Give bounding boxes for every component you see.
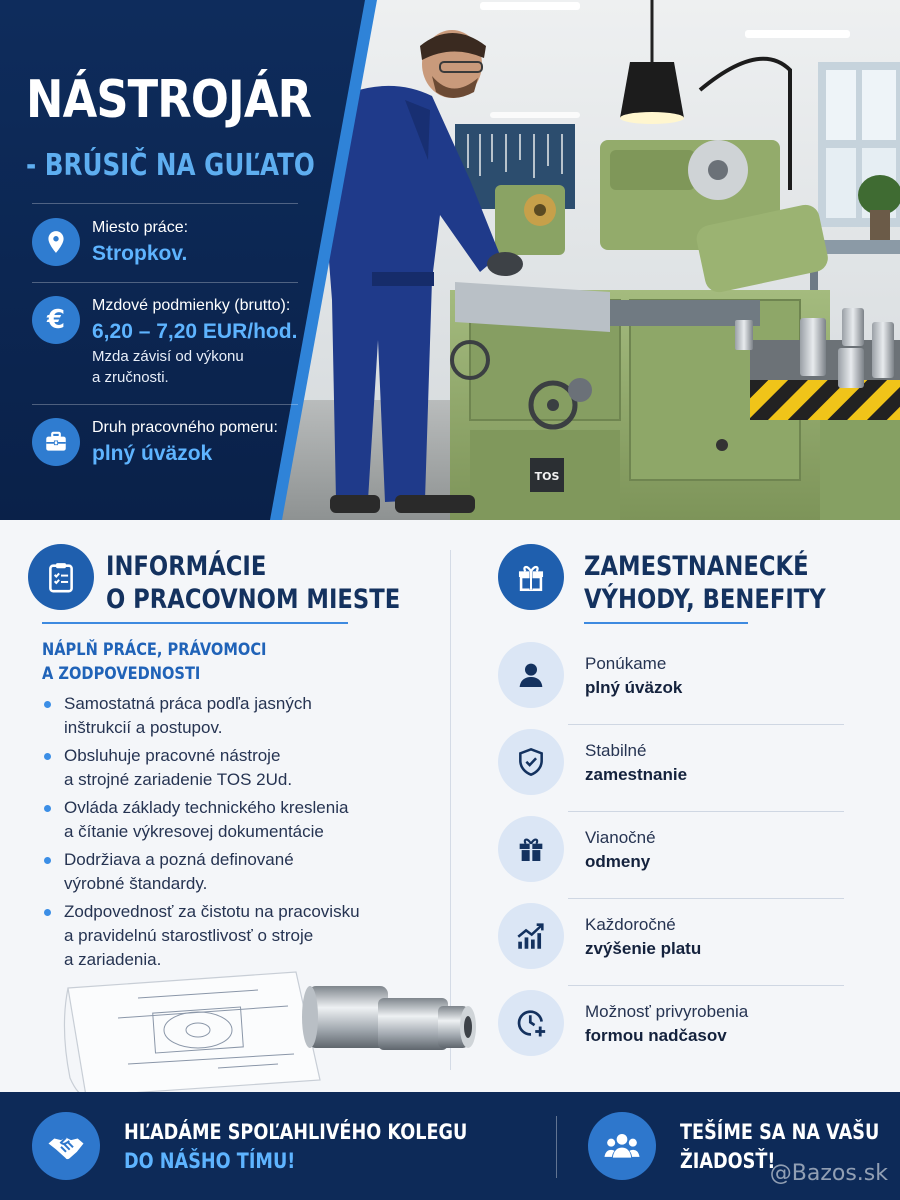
info-salary: [32, 296, 322, 396]
salary-value: 6,20 – 7,20 EUR/hod.: [92, 320, 298, 343]
employment-type-value: plný úväzok: [92, 442, 213, 465]
hero-divider: [32, 404, 298, 405]
gift-icon: [498, 544, 564, 610]
growth-chart-icon: [498, 903, 564, 969]
technical-drawing-illustration: [58, 968, 488, 1098]
handshake-icon: [32, 1112, 100, 1180]
shield-check-icon: [498, 729, 564, 795]
duties-list: [42, 692, 422, 976]
benefit-item-stable-job: Stabilné zamestnanie: [498, 725, 858, 812]
clipboard-icon: [28, 544, 94, 610]
person-icon: [498, 642, 564, 708]
job-info-title: INFORMÁCIE O PRACOVNOM MIESTE: [106, 551, 401, 615]
list-item: Ovláda základy technického kreslenia a čítanie výkresovej dokumentácie: [42, 796, 422, 844]
list-item: Obsluhuje pracovné nástroje a strojné zariadenie TOS 2Ud.: [42, 744, 422, 792]
briefcase-icon: [32, 418, 80, 466]
job-title: NÁSTROJÁR: [26, 70, 312, 130]
team-icon: [588, 1112, 656, 1180]
hero-content: [26, 0, 326, 520]
gift-icon: [498, 816, 564, 882]
job-subtitle: - BRÚSIČ NA GUĽATO: [26, 148, 315, 183]
employment-type-label: Druh pracovného pomeru:: [92, 419, 278, 436]
list-item: Samostatná práca podľa jasných inštrukcií a postupov.: [42, 692, 422, 740]
hero-banner: [0, 0, 900, 520]
list-item: Dodržiava a pozná definované výrobné štandardy.: [42, 848, 422, 896]
footer-divider: [556, 1116, 557, 1178]
hero-divider: [32, 282, 298, 283]
benefit-item-overtime: Možnosť privyrobenia formou nadčasov: [498, 986, 858, 1073]
machine-brand-badge: TOS: [534, 470, 560, 483]
footer-application-text: TEŠÍME SA NA VAŠU ŽIADOSŤ!: [680, 1120, 880, 1173]
benefits-list: [498, 638, 858, 1073]
benefit-item-christmas-bonus: Vianočné odmeny: [498, 812, 858, 899]
hero-divider: [32, 203, 298, 204]
footer-banner: [0, 1092, 900, 1200]
clock-plus-icon: [498, 990, 564, 1056]
location-pin-icon: [32, 218, 80, 266]
euro-icon: €: [32, 296, 80, 344]
list-item: Zodpovednosť za čistotu na pracovisku a pravidelnú starostlivosť o stroje a zariadenia.: [42, 900, 422, 972]
location-label: Miesto práce:: [92, 219, 189, 236]
duties-heading: NÁPLŇ PRÁCE, PRÁVOMOCI A ZODPOVEDNOSTI: [42, 640, 267, 684]
benefit-item-salary-increase: Každoročné zvýšenie platu: [498, 899, 858, 986]
site-watermark: @Bazos.sk: [769, 1161, 888, 1186]
salary-note-line1: Mzda závisí od výkonu: [92, 348, 244, 365]
footer-hiring-text: HĽADÁME SPOĽAHLIVÉHO KOLEGU DO NÁŠHO TÍMU!: [124, 1120, 468, 1173]
title-underline: [584, 622, 748, 624]
footer-hiring-message: [32, 1112, 532, 1180]
salary-note-line2: a zručnosti.: [92, 369, 169, 386]
benefits-title: ZAMESTNANECKÉ VÝHODY, BENEFITY: [584, 551, 826, 615]
title-underline: [42, 622, 348, 624]
location-value: Stropkov.: [92, 242, 188, 265]
benefit-item-full-time: Ponúkame plný úväzok: [498, 638, 858, 725]
salary-label: Mzdové podmienky (brutto):: [92, 297, 291, 314]
info-location: [32, 218, 322, 278]
info-employment-type: [32, 418, 322, 478]
